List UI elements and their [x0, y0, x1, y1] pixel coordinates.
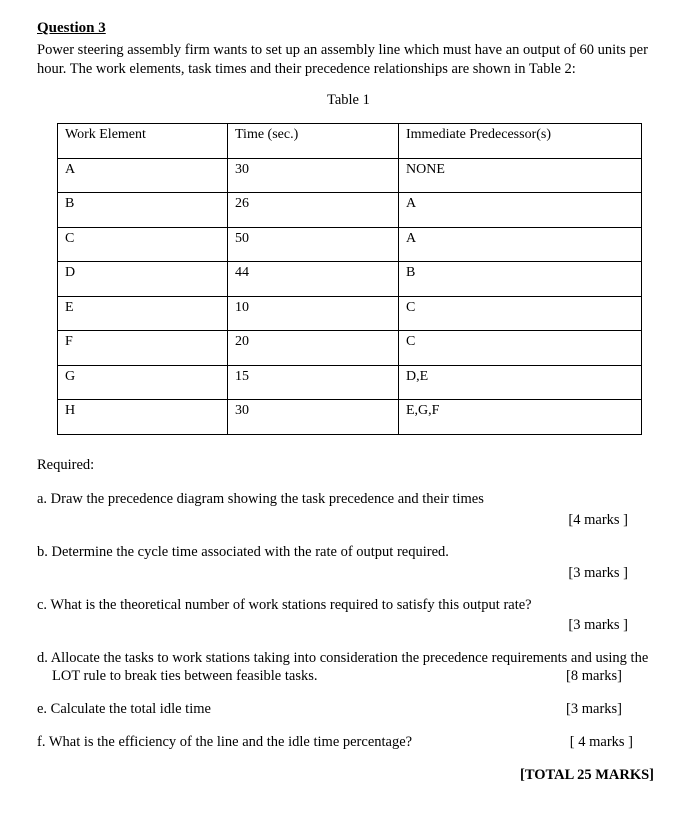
table-cell: 30 [228, 400, 399, 435]
table-caption: Table 1 [327, 92, 370, 108]
column-header: Time (sec.) [228, 124, 399, 159]
table-cell: B [399, 262, 642, 297]
table-cell: F [58, 331, 228, 366]
part-f-text: f. What is the efficiency of the line and the idle time percentage? [37, 734, 413, 750]
table-cell: C [58, 227, 228, 262]
table-cell: C [399, 296, 642, 331]
table-row [58, 158, 642, 193]
part-b-marks: [3 marks ] [568, 565, 628, 581]
part-d-text: d. Allocate the tasks to work stations taking into consideration the precedence requirements and using the [37, 650, 649, 666]
table-row [58, 400, 642, 435]
column-header: Work Element [58, 124, 228, 159]
table-header-row [58, 124, 642, 159]
table-cell: D [58, 262, 228, 297]
table-cell: D,E [399, 365, 642, 400]
table-row [58, 365, 642, 400]
part-a-text: a. Draw the precedence diagram showing the task precedence and their times [37, 491, 484, 507]
part-e-text: e. Calculate the total idle time [37, 701, 211, 717]
part-c-text: c. What is the theoretical number of work stations required to satisfy this output rate? [37, 597, 532, 613]
table-cell: 44 [228, 262, 399, 297]
table-row [58, 296, 642, 331]
table-cell: H [58, 400, 228, 435]
required-label: Required: [37, 457, 95, 473]
table-row [58, 331, 642, 366]
table-cell: G [58, 365, 228, 400]
table-cell: B [58, 193, 228, 228]
table-row [58, 227, 642, 262]
work-elements-table [57, 123, 642, 435]
table-cell: A [58, 158, 228, 193]
total-marks: [TOTAL 25 MARKS] [519, 767, 654, 783]
table-cell: A [399, 193, 642, 228]
part-a-marks: [4 marks ] [568, 512, 628, 528]
table-row [58, 262, 642, 297]
table-cell: 26 [228, 193, 399, 228]
intro-line-2: hour. The work elements, task times and their precedence relationships are shown in Table 2: [37, 61, 576, 77]
table-cell: 20 [228, 331, 399, 366]
part-c-marks: [3 marks ] [568, 617, 628, 633]
question-heading: Question 3 [37, 20, 106, 36]
table-cell: 30 [228, 158, 399, 193]
part-d-marks: [8 marks] [566, 668, 622, 684]
intro-line-1: Power steering assembly firm wants to set up an assembly line which must have an output of 60 units per [37, 42, 648, 58]
table-cell: 50 [228, 227, 399, 262]
table-cell: E [58, 296, 228, 331]
table-cell: NONE [399, 158, 642, 193]
part-f-marks: [ 4 marks ] [569, 734, 633, 750]
table-cell: 15 [228, 365, 399, 400]
part-e-marks: [3 marks] [566, 701, 622, 717]
part-d-text-continued: LOT rule to break ties between feasible tasks. [52, 668, 318, 684]
column-header: Immediate Predecessor(s) [399, 124, 642, 159]
table-row [58, 193, 642, 228]
table-cell: A [399, 227, 642, 262]
table-cell: E,G,F [399, 400, 642, 435]
table-cell: 10 [228, 296, 399, 331]
part-b-text: b. Determine the cycle time associated with the rate of output required. [37, 544, 449, 560]
table-cell: C [399, 331, 642, 366]
